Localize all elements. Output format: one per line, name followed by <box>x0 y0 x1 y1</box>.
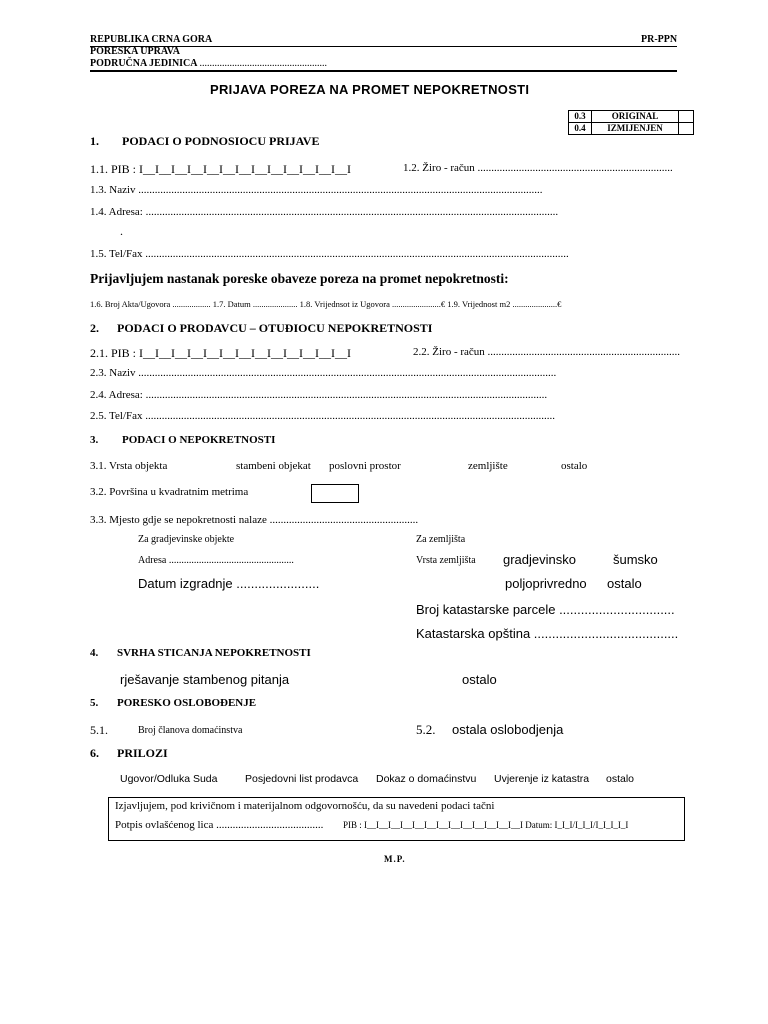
statement-pib-date-field[interactable]: PIB : I__I__I__I__I__I__I__I__I__I__I__I__I__I Datum: I_I_I/I_I_I/I_I_I_I_I <box>343 820 629 830</box>
s2-ziro-field[interactable]: 2.2. Žiro - račun ...................................................................... <box>413 346 681 358</box>
svrha-option-ostalo[interactable]: ostalo <box>462 672 497 687</box>
prilog-ugovor[interactable]: Ugovor/Odluka Suda <box>120 773 218 785</box>
section-5-number: 5. <box>90 697 99 709</box>
s2-naziv-field[interactable]: 2.3. Naziv ........................................................................................................................................................ <box>90 367 557 379</box>
statement-text: Izjavljujem, pod krivičnom i materijalnom odgovornošću, da su navedeni podaci tačni <box>115 800 495 812</box>
s1-pib-field[interactable]: 1.1. PIB : I__I__I__I__I__I__I__I__I__I__I__I__I__I <box>90 162 351 176</box>
header-unit <box>90 58 327 70</box>
s3-mjesto-field[interactable]: 3.3. Mjesto gdje se nepokretnosti nalaze ...................................................... <box>90 514 419 526</box>
s1-adresa-field[interactable]: 1.4. Adresa: ...................................................................................................................................................... <box>90 206 559 218</box>
zem-option-poljoprivredno[interactable]: poljoprivredno <box>505 576 587 591</box>
s1-ziro-field[interactable]: 1.2. Žiro - račun ....................................................................... <box>403 162 673 174</box>
section-6-title: PRILOZI <box>117 746 168 760</box>
s3-adresa-field[interactable]: Adresa .................................................. <box>138 555 294 566</box>
section-2-number: 2. <box>90 321 99 335</box>
s3-povrsina-label: 3.2. Površina u kvadratnim metrima <box>90 486 249 498</box>
section-3-number: 3. <box>90 434 99 446</box>
header-unit-label: PODRUČNA JEDINICA <box>90 58 197 69</box>
header-republic: REPUBLIKA CRNA GORA <box>90 34 213 45</box>
status-checkbox-izmijenjen[interactable] <box>679 123 694 135</box>
prilog-ostalo[interactable]: ostalo <box>606 773 635 785</box>
status-table <box>568 110 694 135</box>
header-rule-bottom <box>90 70 677 72</box>
prilog-dokaz-domacinstvo[interactable]: Dokaz o domaćinstvu <box>376 773 477 785</box>
broj-clanova-field[interactable]: Broj članova domaćinstva <box>138 725 243 736</box>
zem-option-ostalo[interactable]: ostalo <box>607 576 642 591</box>
datum-izgradnje-field[interactable]: Datum izgradnje ....................... <box>138 576 320 591</box>
statement-box <box>108 797 685 841</box>
za-zem-heading: Za zemljišta <box>416 534 466 545</box>
s1-adresa-continuation: . <box>120 224 123 238</box>
povrsina-input-box[interactable] <box>311 484 359 503</box>
vrsta-option-stambeni[interactable]: stambeni objekat <box>236 460 311 472</box>
section-5-title: PORESKO OSLOBOĐENJE <box>117 697 257 709</box>
prilog-posjedovni-list[interactable]: Posjedovni list prodavca <box>245 773 359 785</box>
s2-pib-field[interactable]: 2.1. PIB : I__I__I__I__I__I__I__I__I__I__I__I__I__I <box>90 346 351 360</box>
vrsta-option-zemljiste[interactable]: zemljište <box>468 460 508 472</box>
section-4-number: 4. <box>90 647 99 659</box>
section-2-title: PODACI O PRODAVCU – OTUĐIOCU NEPOKRETNOSTI <box>117 321 433 335</box>
section-4-title: SVRHA STICANJA NEPOKRETNOSTI <box>117 647 311 659</box>
zem-option-sumsko[interactable]: šumsko <box>613 552 658 567</box>
section-1-number: 1. <box>90 134 99 148</box>
svrha-option-stambeno[interactable]: rješavanje stambenog pitanja <box>120 672 290 687</box>
form-title: PRIJAVA POREZA NA PROMET NEPOKRETNOSTI <box>210 82 530 97</box>
zem-option-gradjevinsko[interactable]: gradjevinsko <box>503 552 576 567</box>
header-unit-field[interactable]: ................................................... <box>199 58 327 69</box>
vrsta-zemljista-label: Vrsta zemljišta <box>416 555 476 566</box>
status-code: 0.4 <box>569 123 592 135</box>
s5-1-number: 5.1. <box>90 723 108 737</box>
status-label: ORIGINAL <box>592 111 679 123</box>
katastarska-opstina-field[interactable]: Katastarska opština ........................................ <box>416 626 679 641</box>
status-checkbox-original[interactable] <box>679 111 694 123</box>
prilog-uvjerenje-katastar[interactable]: Uvjerenje iz katastra <box>494 773 590 785</box>
signature-field[interactable]: Potpis ovlašćenog lica ....................................... <box>115 819 324 831</box>
form-code: PR-PPN <box>641 34 678 45</box>
header-authority: PORESKA UPRAVA <box>90 46 180 57</box>
s1-tel-field[interactable]: 1.5. Tel/Fax .......................................................................................................................................................... <box>90 248 569 260</box>
header-rule-top <box>90 46 677 47</box>
ostala-oslobodjenja-field[interactable]: ostala oslobodjenja <box>452 722 564 737</box>
status-code: 0.3 <box>569 111 592 123</box>
za-grad-heading: Za gradjevinske objekte <box>138 534 235 545</box>
s2-adresa-field[interactable]: 2.4. Adresa: .................................................................................................................................................. <box>90 389 548 401</box>
s2-tel-field[interactable]: 2.5. Tel/Fax ..................................................................................................................................................... <box>90 410 555 422</box>
s1-naziv-field[interactable]: 1.3. Naziv ................................................................................................................................................... <box>90 184 543 196</box>
s3-vrsta-label: 3.1. Vrsta objekta <box>90 460 168 472</box>
section-1-title: PODACI O PODNOSIOCU PRIJAVE <box>122 134 320 148</box>
vrsta-option-ostalo[interactable]: ostalo <box>561 460 588 472</box>
vrsta-option-poslovni[interactable]: poslovni prostor <box>329 460 401 472</box>
section-6-number: 6. <box>90 746 99 760</box>
broj-parcele-field[interactable]: Broj katastarske parcele ................................ <box>416 602 675 617</box>
s5-2-number: 5.2. <box>416 722 436 737</box>
section-3-title: PODACI O NEPOKRETNOSTI <box>122 434 276 446</box>
mp-stamp-label: M.P. <box>384 854 406 864</box>
status-row-izmijenjen <box>569 123 694 135</box>
status-row-original <box>569 111 694 123</box>
status-label: IZMIJENJEN <box>592 123 679 135</box>
declaration-text: Prijavljujem nastanak poreske obaveze poreza na promet nepokretnosti: <box>90 271 509 286</box>
line-16-fields[interactable]: 1.6. Broj Akta/Ugovora .................. 1.7. Datum ..................... 1.8. Vrijednsot iz Ugovora .......................€ 1.9. Vrijednost m2 .....................€ <box>90 299 562 309</box>
